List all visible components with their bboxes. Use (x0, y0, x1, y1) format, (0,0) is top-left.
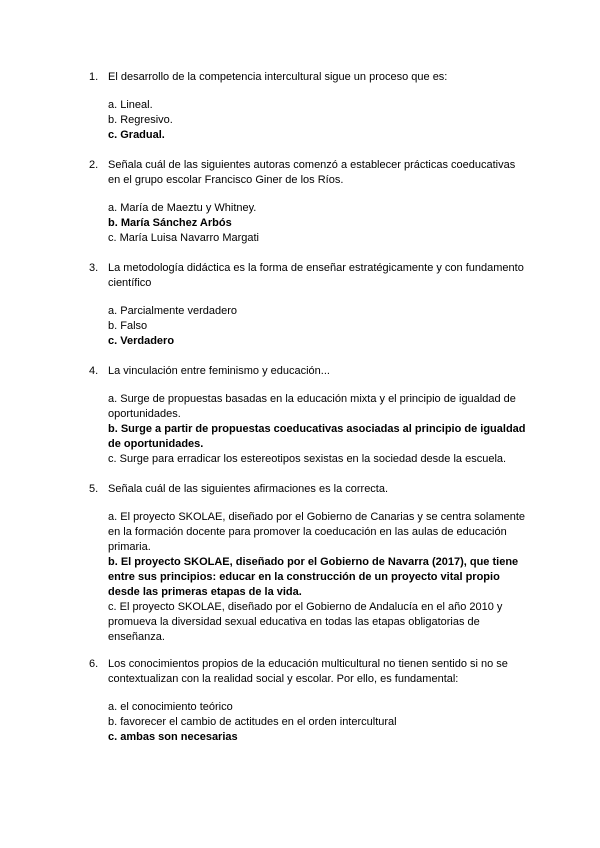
option-a: a. Surge de propuestas basadas en la educación mixta y el principio de igualdad de oportunidades. (108, 393, 516, 420)
options-list (89, 98, 529, 143)
option-a: a. María de Maeztu y Whitney. (108, 202, 257, 214)
question-number: 6. (89, 658, 99, 670)
question-5 (89, 482, 529, 645)
option-b-correct: b. El proyecto SKOLAE, diseñado por el Gobierno de Navarra (2017), que tiene entre sus principios: educar en la construcción de un proyecto vital propio desde las primeras etapas de la vida. (108, 556, 519, 598)
option-c: c. Surge para erradicar los estereotipos sexistas en la sociedad desde la escuela. (108, 453, 507, 465)
option-b-correct: b. María Sánchez Arbós (108, 217, 232, 229)
question-text: La vinculación entre feminismo y educación... (108, 365, 330, 377)
option-b: b. Falso (108, 320, 148, 332)
option-c-correct: c. Verdadero (108, 335, 175, 347)
question-stem (89, 70, 529, 85)
options-list (89, 304, 529, 349)
question-3 (89, 261, 529, 349)
option-b: b. Regresivo. (108, 114, 173, 126)
question-number: 1. (89, 71, 99, 83)
question-number: 2. (89, 159, 99, 171)
question-stem (89, 364, 529, 379)
option-a: a. Parcialmente verdadero (108, 305, 238, 317)
question-text: La metodología didáctica es la forma de enseñar estratégicamente y con fundamento científico (108, 262, 524, 289)
question-text: Señala cuál de las siguientes autoras comenzó a establecer prácticas coeducativas en el grupo escolar Francisco Giner de los Ríos. (108, 159, 516, 186)
question-1 (89, 70, 529, 143)
question-text: Señala cuál de las siguientes afirmaciones es la correcta. (108, 483, 389, 495)
question-stem (89, 657, 529, 687)
question-4 (89, 364, 529, 467)
question-number: 3. (89, 262, 99, 274)
option-a: a. el conocimiento teórico (108, 701, 233, 713)
option-c: c. María Luisa Navarro Margati (108, 232, 259, 244)
options-list (89, 201, 529, 246)
question-number: 4. (89, 365, 99, 377)
option-c-correct: c. ambas son necesarias (108, 731, 238, 743)
question-6 (89, 657, 529, 745)
option-b: b. favorecer el cambio de actitudes en el orden intercultural (108, 716, 397, 728)
question-2 (89, 158, 529, 246)
question-stem (89, 482, 529, 497)
options-list (89, 510, 529, 645)
option-a: a. El proyecto SKOLAE, diseñado por el Gobierno de Canarias y se centra solamente en la formación docente para promover la coeducación en las aulas de educación primaria. (108, 511, 526, 553)
option-b-correct: b. Surge a partir de propuestas coeducativas asociadas al principio de igualdad de oportunidades. (108, 423, 526, 450)
option-a: a. Lineal. (108, 99, 153, 111)
question-stem (89, 158, 529, 188)
options-list (89, 392, 529, 467)
question-text: El desarrollo de la competencia intercultural sigue un proceso que es: (108, 71, 448, 83)
question-stem (89, 261, 529, 291)
option-c-correct: c. Gradual. (108, 129, 165, 141)
question-text: Los conocimientos propios de la educación multicultural no tienen sentido si no se contextualizan con la realidad social y escolar. Por ello, es fundamental: (108, 658, 508, 685)
options-list (89, 700, 529, 745)
question-number: 5. (89, 483, 99, 495)
option-c: c. El proyecto SKOLAE, diseñado por el Gobierno de Andalucía en el año 2010 y promueva la diversidad sexual educativa en todas las etapas obligatorias de enseñanza. (108, 601, 503, 643)
